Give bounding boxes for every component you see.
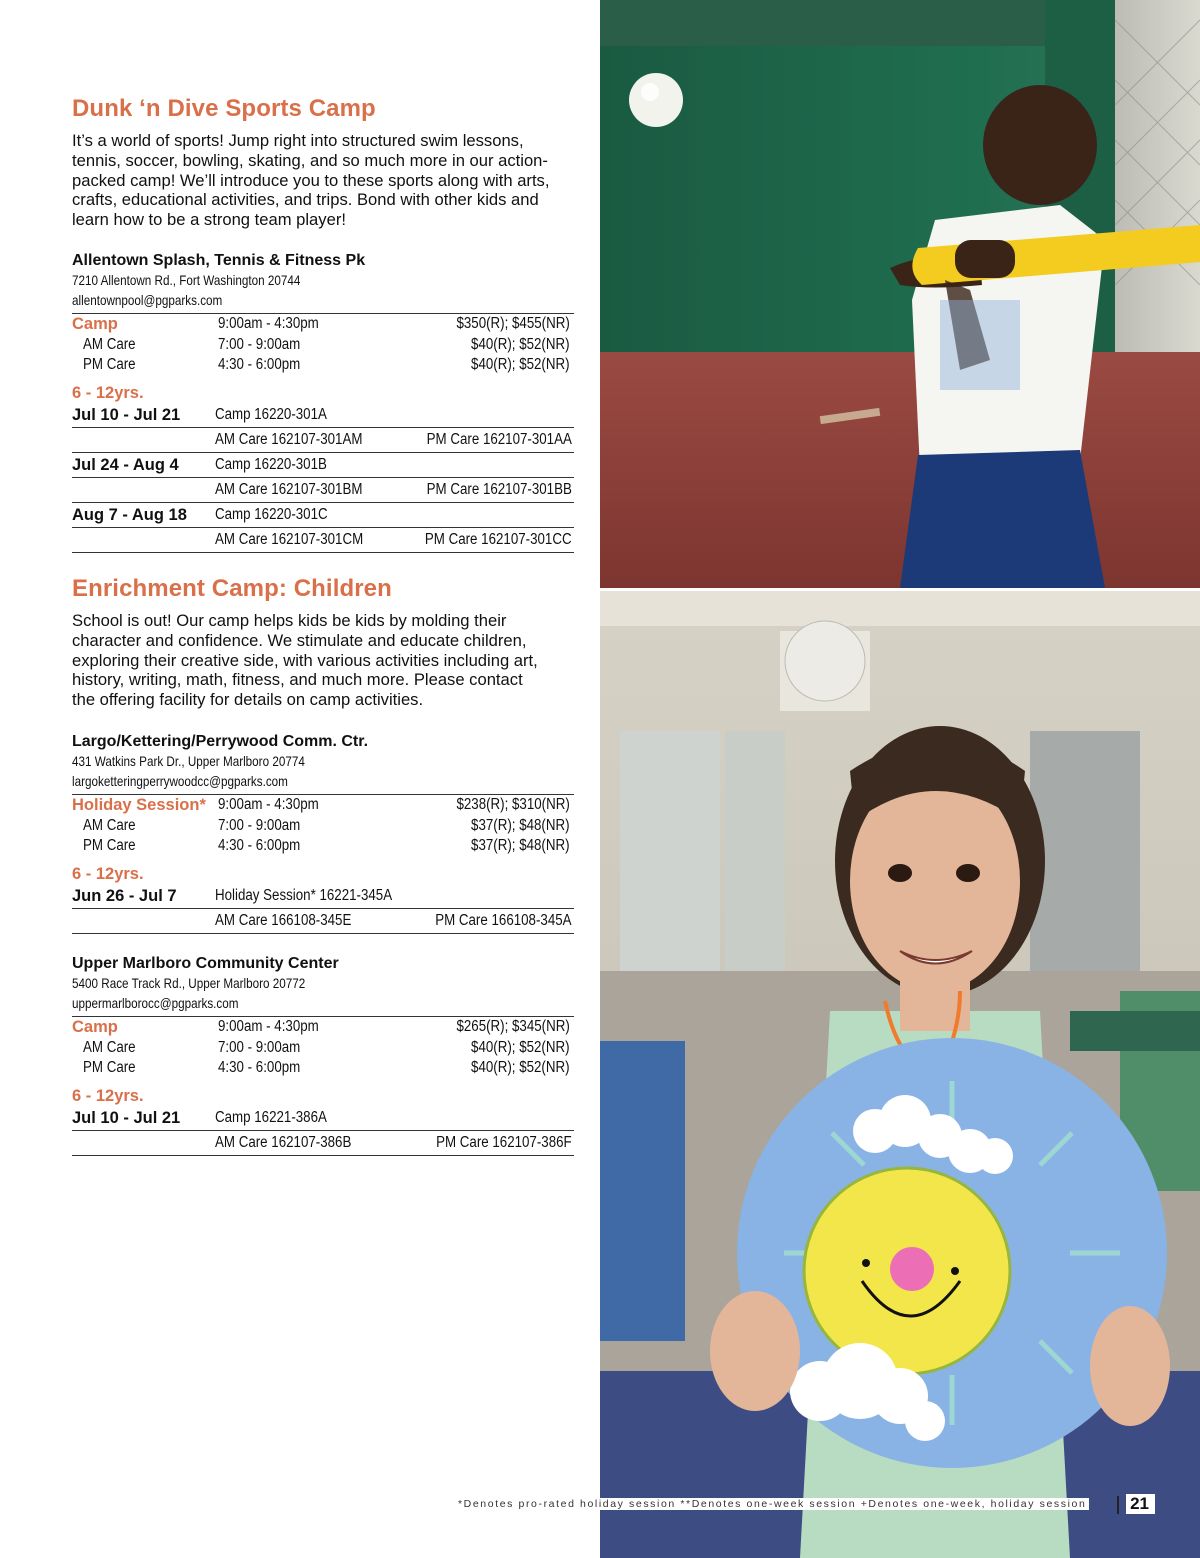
program-row: Holiday Session* 9:00am - 4:30pm $238(R); $310(NR) <box>72 796 570 814</box>
session-row: Jun 26 - Jul 7 Holiday Session* 16221-345A <box>72 887 393 905</box>
session-care-row: AM Care 162107-301AM PM Care 162107-301AA <box>72 427 574 453</box>
page-footer <box>455 1496 1155 1516</box>
session-row: Jul 10 - Jul 21 Camp 16221-386A <box>72 1109 327 1127</box>
facility-name: Allentown Splash, Tennis & Fitness Pk <box>72 252 366 269</box>
schedule-table-allentown <box>72 313 574 553</box>
facility-address: 431 Watkins Park Dr., Upper Marlboro 20774 <box>72 754 305 769</box>
enrichment-camp-description: School is out! Our camp helps kids be kids by molding their character and confidence. We stimulate and educate children, exploring their creative side, with various activities including art, history, writing, math, fitness, and much more. Please contact the offering facility for details on camp activities. <box>72 611 538 710</box>
pm-care-row: PM Care 4:30 - 6:00pm $37(R); $48(NR) <box>83 837 570 854</box>
age-label: 6 - 12yrs. <box>72 383 144 402</box>
facility-allentown <box>72 251 574 311</box>
facility-name: Upper Marlboro Community Center <box>72 955 339 972</box>
page-number: 21 <box>1126 1494 1155 1514</box>
age-label: 6 - 12yrs. <box>72 864 144 883</box>
pm-care-row: PM Care 4:30 - 6:00pm $40(R); $52(NR) <box>83 356 570 373</box>
program-row: Camp 9:00am - 4:30pm $265(R); $345(NR) <box>72 1018 570 1036</box>
am-care-row: AM Care 7:00 - 9:00am $40(R); $52(NR) <box>83 1038 570 1056</box>
facility-name: Largo/Kettering/Perrywood Comm. Ctr. <box>72 733 369 750</box>
session-row: Jul 24 - Aug 4 Camp 16220-301B <box>72 456 327 474</box>
facility-email[interactable]: uppermarlborocc@pgparks.com <box>72 996 239 1011</box>
session-row: Jul 10 - Jul 21 Camp 16220-301A <box>72 406 327 424</box>
session-care-row: AM Care 162107-301CM PM Care 162107-301CC <box>72 527 574 553</box>
schedule-table-largo <box>72 794 574 934</box>
footer-divider <box>1117 1496 1119 1514</box>
section-title-sports-camp: Dunk ‘n Dive Sports Camp <box>72 95 376 122</box>
facility-address: 5400 Race Track Rd., Upper Marlboro 20772 <box>72 976 306 991</box>
facility-address: 7210 Allentown Rd., Fort Washington 20744 <box>72 273 301 288</box>
sports-camp-description: It’s a world of sports! Jump right into structured swim lessons, tennis, soccer, bowling, skating, and so much more in our action- packed camp! We’ll introduce you to these sports along with arts, crafts, educational activities, and trips. Bond with other kids and learn how to be a strong team player! <box>72 131 550 230</box>
schedule-table-upper-marlboro <box>72 1016 574 1156</box>
age-label: 6 - 12yrs. <box>72 1086 144 1105</box>
am-care-row: AM Care 7:00 - 9:00am $40(R); $52(NR) <box>83 335 570 353</box>
section-title-enrichment-camp: Enrichment Camp: Children <box>72 575 392 602</box>
facility-largo <box>72 732 574 792</box>
photo-boy-batting <box>600 0 1200 588</box>
session-care-row: AM Care 166108-345E PM Care 166108-345A <box>72 908 574 934</box>
footnote: *Denotes pro-rated holiday session **Denotes one-week session +Denotes one-week, holiday session <box>455 1498 1089 1510</box>
facility-email[interactable]: largoketteringperrywoodcc@pgparks.com <box>72 774 288 789</box>
photo-girl-craft <box>600 591 1200 1558</box>
program-row: Camp 9:00am - 4:30pm $350(R); $455(NR) <box>72 315 570 333</box>
facility-upper-marlboro <box>72 954 574 1014</box>
pm-care-row: PM Care 4:30 - 6:00pm $40(R); $52(NR) <box>83 1059 570 1076</box>
session-care-row: AM Care 162107-386B PM Care 162107-386F <box>72 1130 574 1156</box>
session-row: Aug 7 - Aug 18 Camp 16220-301C <box>72 506 328 524</box>
facility-email[interactable]: allentownpool@pgparks.com <box>72 293 223 308</box>
am-care-row: AM Care 7:00 - 9:00am $37(R); $48(NR) <box>83 816 570 834</box>
session-care-row: AM Care 162107-301BM PM Care 162107-301BB <box>72 477 574 503</box>
